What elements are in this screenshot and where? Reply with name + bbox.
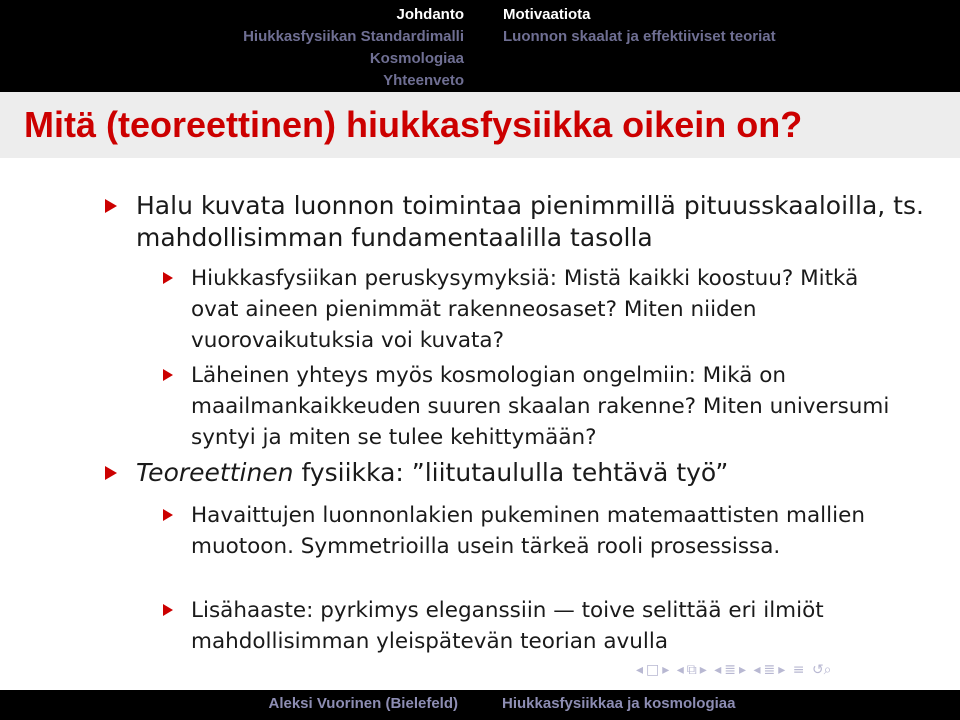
bullet-1-2	[163, 360, 903, 453]
bullet-arrow-icon	[105, 466, 117, 480]
bullet-1-text: Halu kuvata luonnon toimintaa pienimmillä pituusskaaloilla, ts. mahdollisimman fundamentaalilla tasolla	[136, 191, 924, 252]
footer	[0, 690, 960, 720]
nav-search-icon[interactable]: ↺⌕	[811, 662, 832, 678]
bullet-1-1	[163, 263, 903, 356]
nav-part-icon[interactable]: ≣	[763, 662, 776, 678]
bullet-2-rest: fysiikka: ”liitutaululla tehtävä työ”	[293, 458, 729, 487]
nav-subsection-motivaatiota[interactable]: Motivaatiota	[503, 6, 591, 23]
bullet-1-2-text: Läheinen yhteys myös kosmologian ongelmiin: Mikä on maailmankaikkeuden suuren skaalan rakenne? Miten universumi syntyi ja miten se tulee kehittymään?	[191, 363, 890, 450]
nav-align-icon[interactable]: ≡	[792, 662, 805, 678]
nav-section-yhteenveto[interactable]: Yhteenveto	[383, 72, 464, 89]
bullet-2-1-text: Havaittujen luonnonlakien pukeminen matemaattisten mallien muotoon. Symmetrioilla usein tärkeä rooli prosessissa.	[191, 503, 865, 559]
bullet-2	[105, 457, 925, 489]
bullet-2-2	[163, 595, 903, 657]
nav-section-johdanto[interactable]: Johdanto	[396, 6, 464, 23]
nav-prev-frame-icon[interactable]: ◂	[636, 662, 644, 678]
nav-prev-subsection-icon[interactable]: ◂	[676, 662, 684, 678]
bullet-1	[105, 190, 925, 254]
nav-subsection-luonnon-skaalat[interactable]: Luonnon skaalat ja effektiiviset teoriat	[503, 28, 776, 45]
bullet-2-1	[163, 500, 903, 562]
nav-section-standardimalli[interactable]: Hiukkasfysiikan Standardimalli	[243, 28, 464, 45]
sub-bullet-arrow-icon	[163, 369, 173, 381]
nav-section-icon[interactable]: ≣	[724, 662, 737, 678]
footer-talk-title: Hiukkasfysiikkaa ja kosmologiaa	[502, 695, 736, 712]
nav-next-section-icon[interactable]: ▸	[739, 662, 747, 678]
bullet-1-1-text: Hiukkasfysiikan peruskysymyksiä: Mistä kaikki koostuu? Mitkä ovat aineen pienimmät rakenneosaset? Miten niiden vuorovaikutuksia voi kuvata?	[191, 266, 859, 353]
nav-subsection-icon[interactable]: ⧉	[686, 662, 697, 678]
navigation-symbols	[636, 662, 956, 686]
nav-prev-part-icon[interactable]: ◂	[753, 662, 761, 678]
nav-section-kosmologiaa[interactable]: Kosmologiaa	[369, 50, 464, 67]
bullet-2-emphasis: Teoreettinen	[136, 458, 294, 487]
footer-author: Aleksi Vuorinen (Bielefeld)	[268, 695, 458, 712]
bullet-2-2-text: Lisähaaste: pyrkimys eleganssiin — toive selittää eri ilmiöt mahdollisimman yleispätevän teorian avulla	[191, 598, 824, 654]
nav-next-part-icon[interactable]: ▸	[778, 662, 786, 678]
bullet-arrow-icon	[105, 199, 117, 213]
frame-title-bar	[0, 92, 960, 158]
sub-bullet-arrow-icon	[163, 509, 173, 521]
nav-next-frame-icon[interactable]: ▸	[662, 662, 670, 678]
bullet-2-text	[136, 457, 925, 489]
sub-bullet-arrow-icon	[163, 604, 173, 616]
nav-next-subsection-icon[interactable]: ▸	[699, 662, 707, 678]
subsection-navigation	[503, 4, 776, 48]
nav-frame-icon[interactable]: □	[646, 662, 660, 678]
nav-prev-section-icon[interactable]: ◂	[714, 662, 722, 678]
sub-bullet-arrow-icon	[163, 272, 173, 284]
frame-title: Mitä (teoreettinen) hiukkasfysiikka oikein on?	[24, 104, 803, 145]
header-navigation	[0, 0, 960, 92]
section-navigation	[243, 4, 464, 92]
